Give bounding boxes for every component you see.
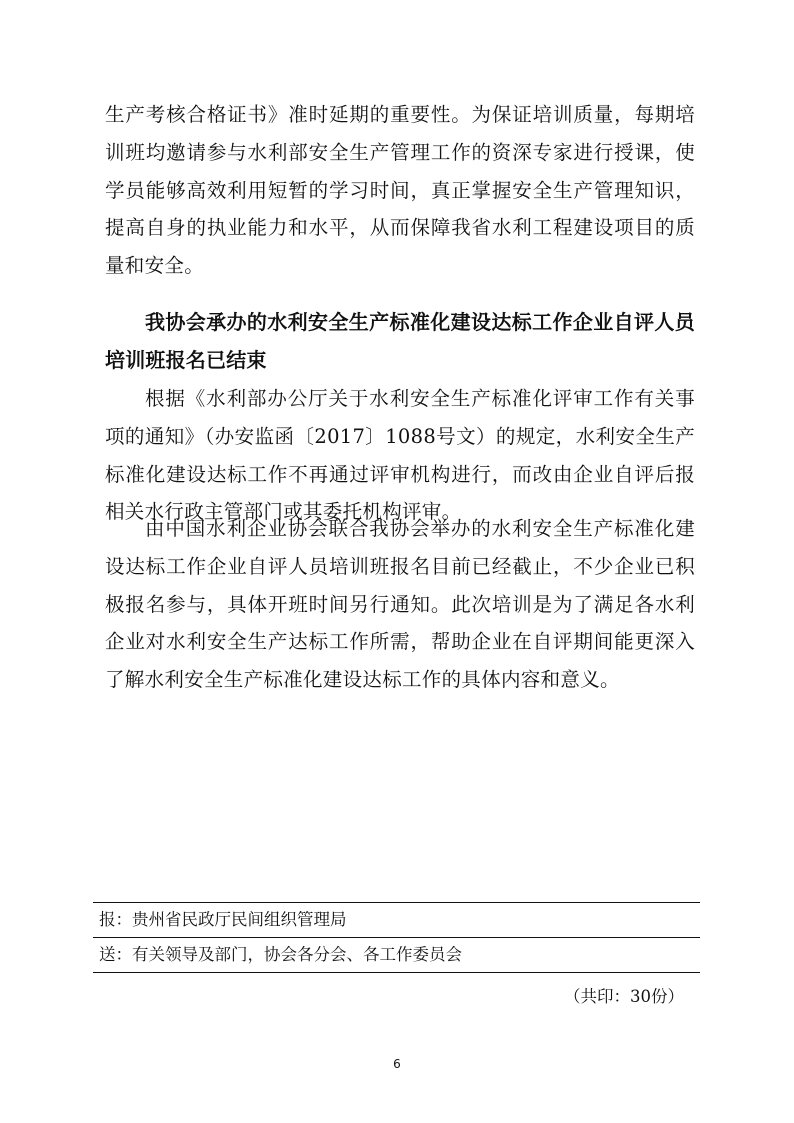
paragraph-regulation — [105, 380, 695, 531]
copies-count: （共印：30份） — [564, 987, 684, 1006]
page-number: 6 — [393, 1057, 401, 1071]
report-to-line: 报：贵州省民政厅民间组织管理局 — [99, 910, 347, 929]
distribution-footer — [93, 902, 700, 973]
send-to-line: 送：有关领导及部门，协会各分会、各工作委员会 — [99, 945, 462, 964]
paragraph-registration — [105, 510, 695, 699]
paragraph-text: 根据《水利部办公厅关于水利安全生产标准化评审工作有关事项的通知》（办安监函〔2017〕1088号文）的规定，水利安全生产标准化建设达标工作不再通过评审机构进行，而改由企业自评后报相关水行政主管部门或其委托机构评审。 — [105, 387, 695, 524]
footer-bottom-rule — [93, 972, 700, 973]
paragraph-text: 由中国水利企业协会联合我协会举办的水利安全生产标准化建设达标工作企业自评人员培训班报名目前已经截止，不少企业已积极报名参与，具体开班时间另行通知。此次培训是为了满足各水利企业对水利安全生产达标工作所需，帮助企业在自评期间能更深入了解水利安全生产标准化建设达标工作的具体内容和意义。 — [105, 517, 695, 692]
paragraph-text: 生产考核合格证书》准时延期的重要性。为保证培训质量，每期培训班均邀请参与水利部安全生产管理工作的资深专家进行授课，使学员能够高效利用短暂的学习时间，真正掌握安全生产管理知识，提高自身的执业能力和水平，从而保障我省水利工程建设项目的质量和安全。 — [105, 103, 695, 278]
section-heading: 我协会承办的水利安全生产标准化建设达标工作企业自评人员培训班报名已结束 — [105, 310, 695, 372]
paragraph-training-quality — [105, 96, 695, 285]
